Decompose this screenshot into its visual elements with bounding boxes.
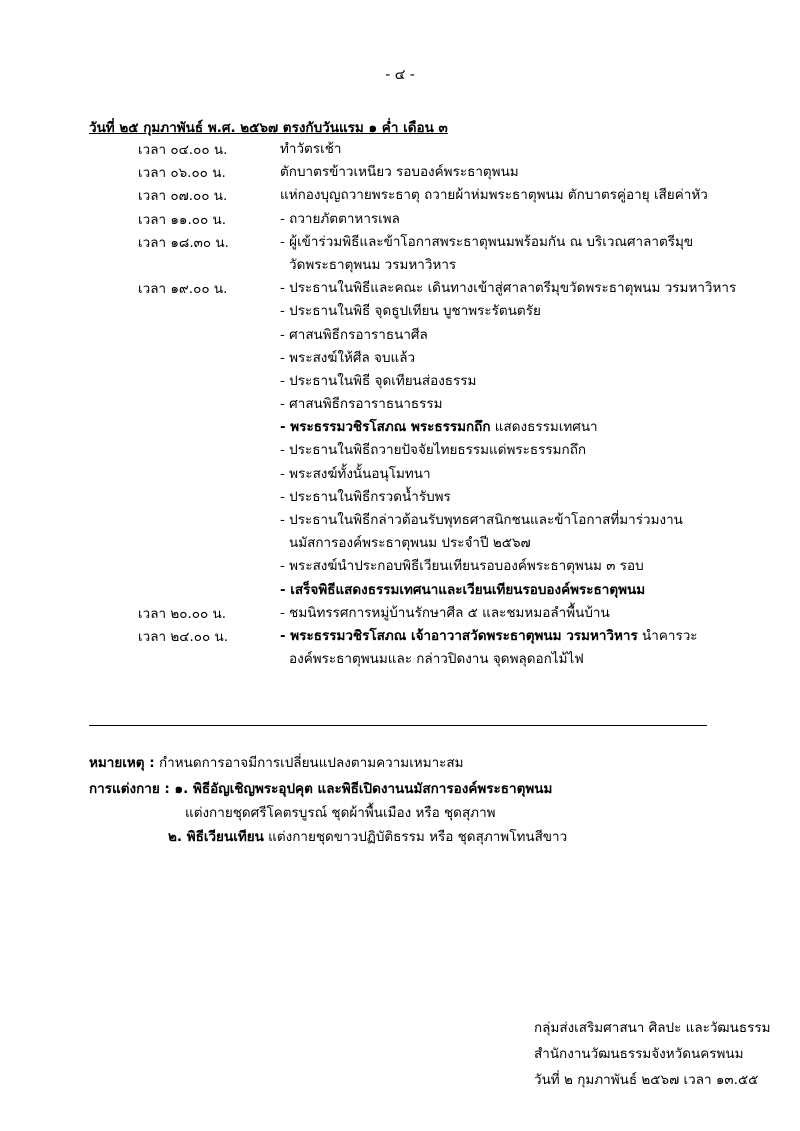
schedule-entry (0, 161, 800, 184)
dress-code-item-1-detail: แต่งกายชุดศรีโคตรบูรณ์ ชุดผ้าพื้นเมือง หรือ ชุดสุภาพ (185, 805, 496, 821)
schedule-entry (0, 138, 800, 161)
schedule-activity-text: - ประธานในพิธีกล่าวต้อนรับพุทธศาสนิกชนและข้าโอกาสที่มาร่วมงาน (280, 512, 683, 528)
dress-code-item-1 (89, 777, 567, 801)
schedule-activity-text: แห่กองบุญถวายพระธาตุ ถวายผ้าห่มพระธาตุพนม ตักบาตรคู่อายุ เสียค่าหัว (280, 187, 708, 204)
signature-department: กลุ่มส่งเสริมศาสนา ศิลปะ และวัฒนธรรม (534, 1020, 771, 1036)
schedule-activity-text: - ถวายภัตตาหารเพล (280, 210, 400, 227)
dress-code (89, 777, 567, 849)
schedule-activities (280, 161, 800, 184)
remark-label: หมายเหตุ : (89, 755, 155, 771)
schedule-activity-text: วัดพระธาตุพนม วรมหาวิหาร (289, 256, 457, 273)
schedule-activity-text: - พระสงฆ์ทั้งนั้นอนุโมทนา (280, 465, 431, 482)
page-number: - ๔ - (385, 67, 415, 83)
schedule-activity (280, 370, 800, 393)
schedule-activity (280, 486, 800, 509)
schedule-activity-text: - ชมนิทรรศการหมู่บ้านรักษาศีล ๕ และชมหมอลำพื้นบ้าน (280, 604, 610, 621)
schedule-time: เวลา ๑๘.๓๐ น. (138, 234, 229, 251)
schedule-activity-text: นมัสการองค์พระธาตุพนม ประจำปี ๒๕๖๗ (289, 535, 531, 552)
schedule-activities (280, 231, 800, 277)
schedule-entry (0, 277, 800, 602)
schedule-activity-text: - ประธานในพิธีถวายปัจจัยไทยธรรมแด่พระธรรมกถึก (280, 442, 587, 459)
schedule-activities (280, 625, 800, 671)
schedule-activity (280, 347, 800, 370)
schedule-activity (280, 254, 800, 277)
schedule-activity (280, 509, 800, 532)
schedule-entry (0, 208, 800, 231)
schedule-time: เวลา ๑๑.๐๐ น. (138, 211, 227, 228)
schedule-activity-text: - ผู้เข้าร่วมพิธีและข้าโอกาสพระธาตุพนมพร้อมกัน ณ บริเวณศาลาตรีมุข (280, 233, 694, 250)
schedule-activity (280, 648, 800, 671)
schedule-activity-text: - พระสงฆ์นำประกอบพิธีเวียนเทียนรอบองค์พระธาตุพนม ๓ รอบ (280, 558, 644, 575)
signature-date: วันที่ ๒ กุมภาพันธ์ ๒๕๖๗ เวลา ๑๓.๕๕ (534, 1072, 759, 1088)
remark-text: กำหนดการอาจมีการเปลี่ยนแปลงตามความเหมาะสม (154, 755, 464, 771)
schedule-time: เวลา ๐๔.๐๐ น. (138, 142, 228, 158)
schedule-time: เวลา ๐๖.๐๐ น. (138, 165, 226, 182)
schedule-activities (280, 138, 800, 161)
dress-code-item-2-title: ๒. พิธีเวียนเทียน (168, 829, 264, 845)
schedule-activity (280, 161, 800, 184)
schedule-activity (280, 184, 800, 207)
schedule-activity (280, 277, 800, 300)
schedule-activity-text: แสดงธรรมเทศนา (490, 419, 598, 436)
schedule-activities (280, 602, 800, 625)
schedule-activity-text: - ประธานในพิธี จุดธูปเทียน บูชาพระรัตนตรัย (280, 303, 541, 320)
schedule-time: เวลา ๒๔.๐๐ น. (138, 628, 229, 645)
signature-office: สำนักงานวัฒนธรรมจังหวัดนครพนม (534, 1046, 744, 1062)
schedule-activity (280, 439, 800, 462)
schedule-activity (280, 602, 800, 625)
schedule-activities (280, 184, 800, 207)
schedule-activity-text: - พระสงฆ์ให้ศีล จบแล้ว (280, 349, 416, 366)
schedule-activity (280, 625, 800, 648)
schedule-activity (280, 324, 800, 347)
section-divider (89, 725, 707, 726)
schedule-activity (280, 463, 800, 486)
dress-code-item-1-title: ๑. พิธีอัญเชิญพระอุปคุต และพิธีเปิดงานนมัสการองค์พระธาตุพนม (169, 781, 553, 797)
dress-code-label: การแต่งกาย : (89, 781, 170, 797)
schedule-activity-text: นำคารวะ (637, 627, 698, 644)
schedule-list (0, 138, 800, 671)
schedule-entry (0, 231, 800, 277)
schedule-activity (280, 393, 800, 416)
remark (89, 752, 464, 774)
schedule-time: เวลา ๒๐.๐๐ น. (138, 605, 227, 622)
schedule-entry (0, 602, 800, 625)
signature-block (534, 1015, 771, 1093)
schedule-activity (280, 555, 800, 578)
schedule-activities (280, 208, 800, 231)
schedule-activity (280, 532, 800, 555)
schedule-activity (280, 208, 800, 231)
schedule-entry (0, 625, 800, 671)
schedule-activity (280, 579, 800, 602)
schedule-activity (280, 300, 800, 323)
schedule-activity-text: - ประธานในพิธี จุดเทียนส่องธรรม (280, 372, 477, 389)
schedule-activity-bold: - เสร็จพิธีแสดงธรรมเทศนาและเวียนเทียนรอบองค์พระธาตุพนม (280, 581, 646, 598)
dress-code-item-2 (89, 825, 567, 849)
schedule-activity-text: ตักบาตรข้าวเหนียว รอบองค์พระธาตุพนม (280, 164, 519, 181)
dress-code-item-2-detail: แต่งกายชุดขาวปฏิบัติธรรม หรือ ชุดสุภาพโทนสีขาว (263, 829, 568, 845)
schedule-activity-text: ทำวัตรเช้า (280, 141, 342, 157)
date-heading: วันที่ ๒๕ กุมภาพันธ์ พ.ศ. ๒๕๖๗ ตรงกับวันแรม ๑ ค่ำ เดือน ๓ (89, 120, 448, 136)
schedule-activity-text: - ประธานในพิธีและคณะ เดินทางเข้าสู่ศาลาตรีมุขวัดพระธาตุพนม วรมหาวิหาร (280, 280, 737, 297)
schedule-time: เวลา ๐๗.๐๐ น. (138, 188, 228, 205)
schedule-time: เวลา ๑๙.๐๐ น. (138, 281, 228, 298)
schedule-activity-bold: - พระธรรมวชิรโสภณ เจ้าอาวาสวัดพระธาตุพนม วรมหาวิหาร (280, 627, 638, 644)
schedule-activity-text: องค์พระธาตุพนมและ กล่าวปิดงาน จุดพลุดอกไม้ไฟ (289, 651, 584, 668)
schedule-activity-bold: - พระธรรมวชิรโสภณ พระธรรมกถึก (280, 419, 491, 436)
schedule-activity (280, 416, 800, 439)
schedule-activities (280, 277, 800, 602)
schedule-activity (280, 138, 800, 161)
schedule-entry (0, 184, 800, 207)
schedule-activity (280, 231, 800, 254)
schedule-activity-text: - ศาสนพิธีกรอาราธนาศีล (280, 326, 428, 343)
schedule-activity-text: - ประธานในพิธีกรวดน้ำรับพร (280, 488, 451, 505)
schedule-activity-text: - ศาสนพิธีกรอาราธนาธรรม (280, 396, 443, 413)
